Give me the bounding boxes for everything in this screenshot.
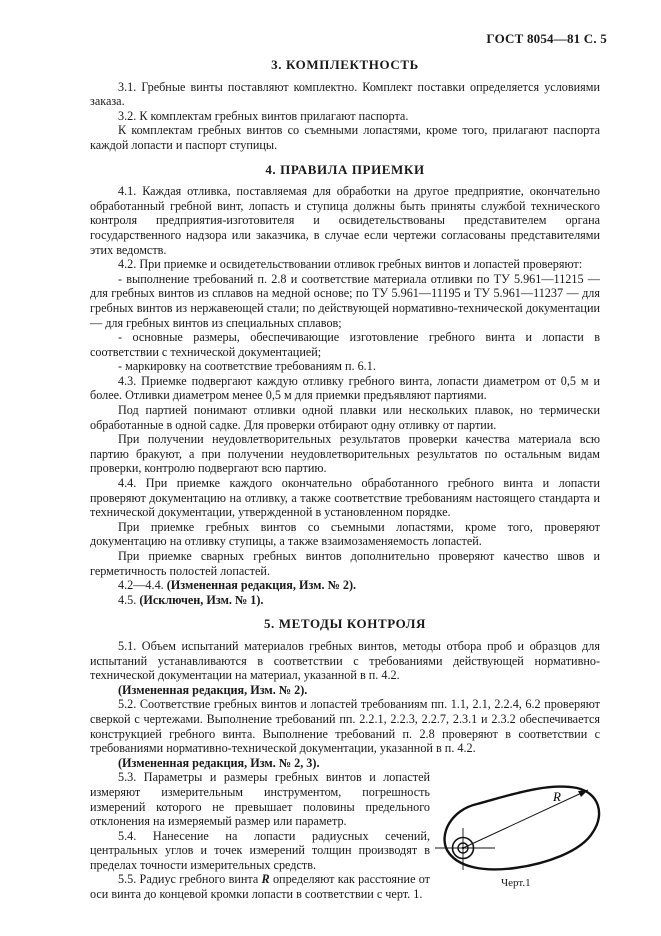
radius-arrowhead (578, 790, 588, 797)
radius-line (463, 790, 588, 848)
section-4-list-item-material: - выполнение требований п. 2.8 и соответствие материала отливки по ТУ 5.961—11215 — для гребных винтов из сплавов на медной основе; по ТУ 5.961—11195 и ТУ 5.961—11237 — для гребных винтов из нержавеющей стали; по действующей нормативно-технической документации — для гребных винтов из специальных сплавов; (90, 271, 600, 330)
section-5-paragraph-5-2: 5.2. Соответствие гребных винтов и лопастей требованиям пп. 1.1, 2.1, 2.2.4, 6.2 проверяют сверкой с чертежами. Выполнение требований пп. 2.2.1, 2.2.3, 2.2.7, 2.3.1 и 2.3.2 обеспечивается конструкцией гребного винта. Выполнение требований п. 2.8 проверяют в соответствии с требованиями нормативно-технической документации, указанной в п. 4.2. (90, 697, 600, 756)
radius-label: R (553, 789, 561, 805)
section-4-title: 4. ПРАВИЛА ПРИЕМКИ (265, 161, 425, 177)
section-4-paragraph-reject: При получении неудовлетворительных результатов проверки качества материала всю партию бракуют, а при получении неудовлетворительных результатов по остальным видам проверки, контролю подвергают всю партию. (90, 432, 600, 476)
section-4-amendment-note-2 (90, 593, 600, 608)
page-content (90, 52, 600, 902)
section-4-paragraph-removable-blades: При приемке гребных винтов со съемными лопастями, кроме того, проверяют документацию на отливку ступицы, а также взаимозаменяемость лопастей. (90, 519, 600, 549)
section-4-paragraph-4-1: 4.1. Каждая отливка, поставляемая для обработки на другое предприятие, окончательно обработанный гребной винт, лопасть и ступица должны быть приняты службой технического контроля предприятия-изготовителя и освидетельствованы представителем органа государственного надзора или заказчика, в случае если чертежи согласованы представителями этих ведомств. (90, 184, 600, 257)
section-4-paragraph-4-2: 4.2. При приемке и освидетельствовании отливок гребных винтов и лопастей проверяют: (118, 257, 583, 272)
section-4-paragraph-batch: Под партией понимают отливки одной плавки или нескольких плавок, но термически обработанные в одной садке. Для проверки отбирают одну отливку от партии. (90, 403, 600, 432)
section-5-amendment-note-2: (Измененная редакция, Изм. № 2, 3). (118, 755, 320, 770)
section-5-paragraph-5-5 (90, 872, 430, 901)
section-5-paragraph-5-4: 5.4. Нанесение на лопасти радиусных сечений, центральных углов и точек измерений толщин производят в пределах точности измерительных средств. (90, 828, 430, 872)
section-3-paragraph-3: К комплектам гребных винтов со съемными лопастями, кроме того, прилагают паспорта каждой лопасти и паспорт ступицы. (90, 123, 600, 152)
section-4-list-item-marking: - маркировку на соответствие требованиям п. 6.1. (118, 359, 376, 374)
paragraph-text: определяют как расстояние от оси винта до концевой кромки лопасти в соответствии с черт. 1. (90, 872, 430, 902)
amendment-note-prefix: 4.2—4.4. (118, 578, 167, 593)
section-4-paragraph-4-3: 4.3. Приемке подвергают каждую отливку гребного винта, лопасти диаметром от 0,5 м и более. Отливки диаметром менее 0,5 м для приемки предъявляют партиями. (90, 373, 600, 403)
section-4-paragraph-welded: При приемке сварных гребных винтов дополнительно проверяют качество швов и герметичность полостей лопастей. (90, 549, 600, 578)
section-4-list-item-dimensions: - основные размеры, обеспечивающие изготовление гребного винта и лопасти в соответствии с технической документацией; (90, 330, 600, 359)
propeller-blade-drawing (435, 778, 605, 878)
running-header: ГОСТ 8054—81 С. 5 (486, 31, 607, 46)
amendment-note-bold: (Исключен, Изм. № 1). (139, 592, 264, 607)
section-5-paragraph-5-3: 5.3. Параметры и размеры гребных винтов и лопастей измеряют измерительным инструментом, погрешность измерений которого не превышает половины предельного отклонения на измеряемый размер или параметр. (90, 770, 430, 829)
section-5-amendment-note-1: (Измененная редакция, Изм. № 2). (118, 682, 308, 697)
radius-variable: R (261, 872, 270, 887)
figure-caption: Черт.1 (501, 877, 531, 890)
amendment-note-bold: (Измененная редакция, Изм. № 2). (166, 578, 357, 593)
section-3-paragraph-1: 3.1. Гребные винты поставляют комплектно. Комплект поставки определяется условиями заказа. (90, 79, 600, 109)
section-5-paragraph-5-1: 5.1. Объем испытаний материалов гребных винтов, методы отбора проб и образцов для испытаний устанавливаются в соответствии с требованиями действующей нормативно-технической документации на материал, указанной в п. 4.2. (90, 638, 600, 683)
section-3-title: 3. КОМПЛЕКТНОСТЬ (271, 57, 419, 72)
section-4-paragraph-4-4: 4.4. При приемке каждого окончательно обработанного гребного винта и лопасти проверяют документацию на отливку, а также соответствие требованиям настоящего стандарта и технической документации, утвержденной в установленном порядке. (90, 476, 600, 520)
section-3-paragraph-2: 3.2. К комплектам гребных винтов прилагают паспорта. (118, 108, 409, 123)
figure-block (90, 770, 600, 901)
figure-side-text (90, 770, 430, 901)
figure-1 (435, 778, 605, 888)
section-5-title: 5. МЕТОДЫ КОНТРОЛЯ (263, 616, 427, 632)
section-4-amendment-note-1 (90, 578, 600, 593)
amendment-note-prefix: 4.5. (118, 592, 140, 607)
paragraph-text: 5.5. Радиус гребного винта (118, 872, 262, 887)
